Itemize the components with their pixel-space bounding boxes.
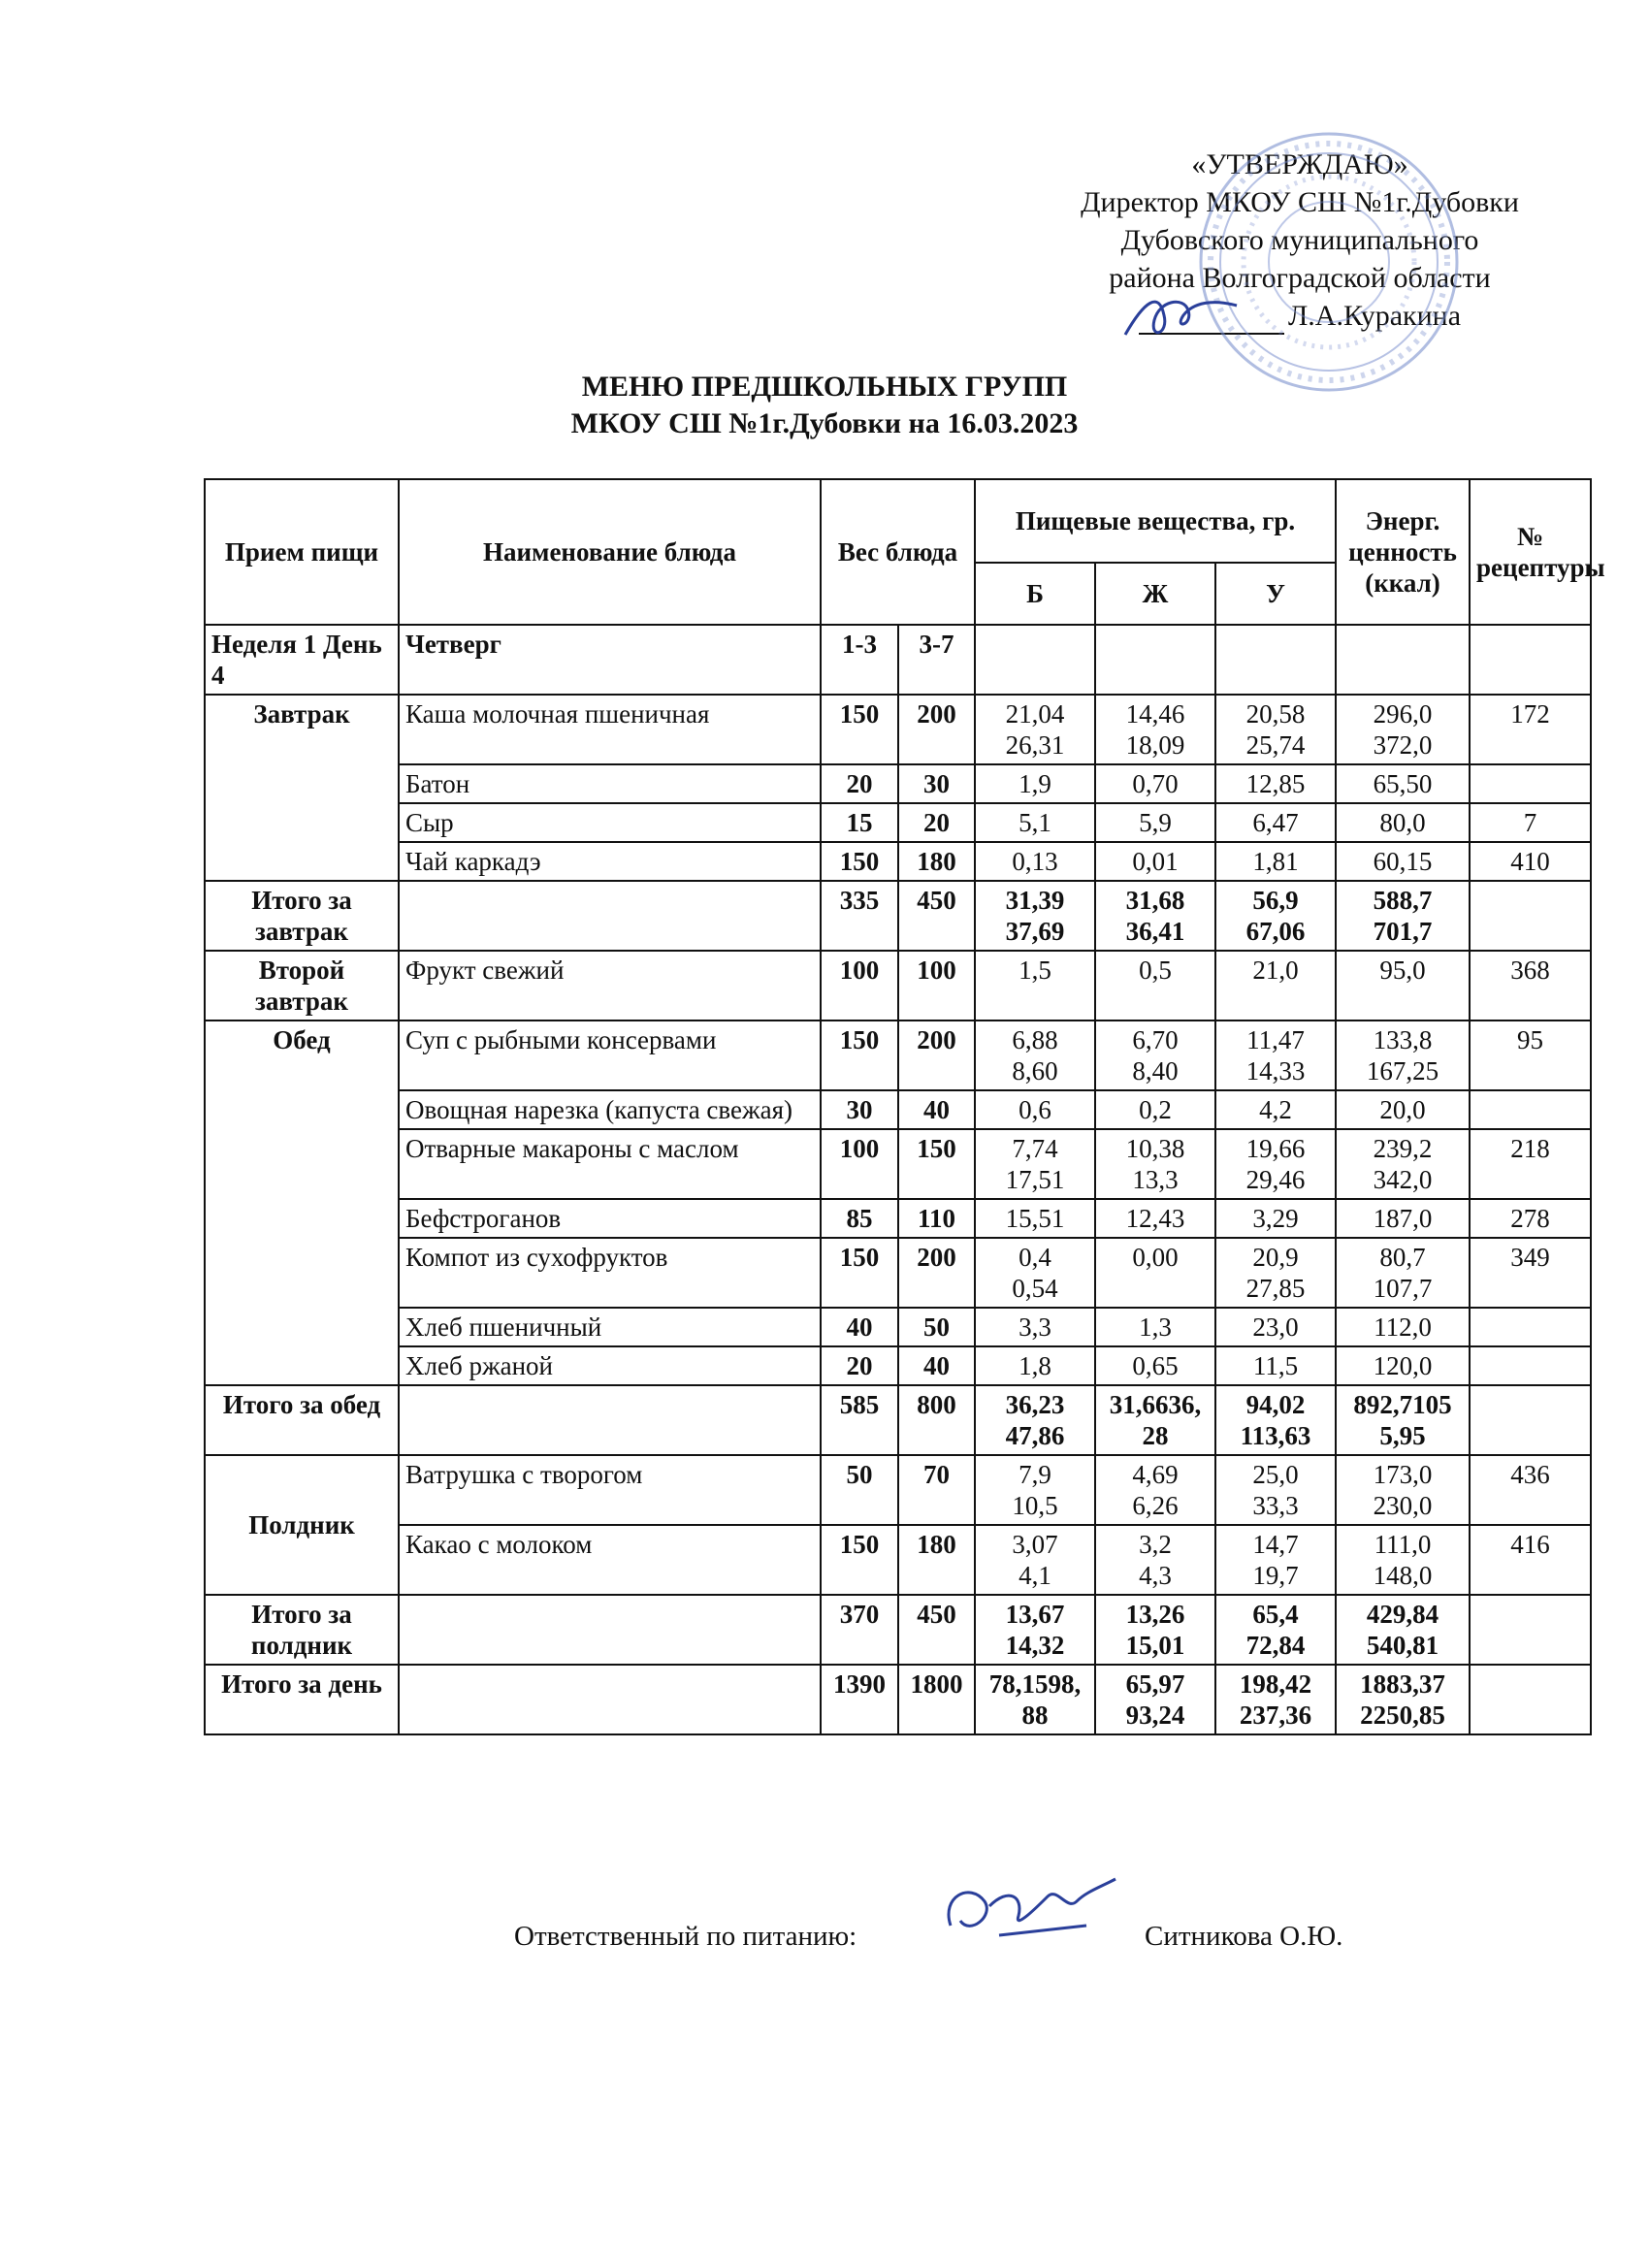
dish-name: Какао с молоком [399,1525,821,1595]
energy: 60,15 [1336,842,1470,881]
energy: 187,0 [1336,1199,1470,1238]
carbs: 11,5 [1215,1346,1336,1385]
recipe: 349 [1470,1238,1591,1308]
dish-name: Батон [399,764,821,803]
protein: 3,07 4,1 [975,1525,1095,1595]
protein: 21,04 26,31 [975,695,1095,764]
protein: 1,9 [975,764,1095,803]
weight-2: 70 [898,1455,975,1525]
recipe: 172 [1470,695,1591,764]
protein: 6,88 8,60 [975,1021,1095,1090]
carbs: 12,85 [1215,764,1336,803]
weight-1: 585 [821,1385,898,1455]
menu-table [204,478,1605,1735]
energy: 65,50 [1336,764,1470,803]
weight-1: 150 [821,842,898,881]
protein: 0,4 0,54 [975,1238,1095,1308]
carbs: 65,4 72,84 [1215,1595,1336,1665]
weight-2: 200 [898,695,975,764]
recipe: 368 [1470,951,1591,1021]
table-row [205,695,1591,764]
energy: 588,7 701,7 [1336,881,1470,951]
energy: 296,0 372,0 [1336,695,1470,764]
title-line-2: МКОУ СШ №1г.Дубовки на 16.03.2023 [570,407,1079,439]
table-row [205,1346,1591,1385]
carbs: 21,0 [1215,951,1336,1021]
energy: 112,0 [1336,1308,1470,1346]
fat: 12,43 [1095,1199,1215,1238]
responsible-signature-icon [931,1867,1125,1955]
energy: 133,8 167,25 [1336,1021,1470,1090]
weight-1: 1390 [821,1665,898,1734]
total-breakfast-label: Итого за завтрак [205,881,399,951]
table-row [205,1021,1591,1090]
energy: 173,0 230,0 [1336,1455,1470,1525]
fat: 0,65 [1095,1346,1215,1385]
weight-1: 50 [821,1455,898,1525]
fat: 0,00 [1095,1238,1215,1308]
weight-1: 15 [821,803,898,842]
total-day-label: Итого за день [205,1665,399,1734]
recipe [1470,764,1591,803]
weight-1: 150 [821,1238,898,1308]
carbs: 19,66 29,46 [1215,1129,1336,1199]
approval-district: Дубовского муниципального [1120,224,1479,256]
header-meal: Прием пищи [205,479,399,625]
weight-2: 20 [898,803,975,842]
carbs: 23,0 [1215,1308,1336,1346]
energy: 1883,37 2250,85 [1336,1665,1470,1734]
dish-name: Ватрушка с творогом [399,1455,821,1525]
weight-1: 100 [821,1129,898,1199]
weight-2: 40 [898,1090,975,1129]
recipe: 7 [1470,803,1591,842]
fat: 5,9 [1095,803,1215,842]
header-weight: Вес блюда [821,479,975,625]
week-row [205,625,1591,695]
approval-position: Директор МКОУ СШ №1г.Дубовки [1081,186,1519,218]
table-row [205,1090,1591,1129]
table-row [205,842,1591,881]
table-row [205,1199,1591,1238]
table-row [205,764,1591,803]
energy: 80,0 [1336,803,1470,842]
dish-name: Хлеб ржаной [399,1346,821,1385]
dish-name: Сыр [399,803,821,842]
weight-2: 1800 [898,1665,975,1734]
dish-name: Каша молочная пшеничная [399,695,821,764]
recipe: 95 [1470,1021,1591,1090]
recipe [1470,1090,1591,1129]
fat: 14,46 18,09 [1095,695,1215,764]
weight-2: 200 [898,1021,975,1090]
fat: 4,69 6,26 [1095,1455,1215,1525]
total-lunch-label: Итого за обед [205,1385,399,1455]
carbs: 20,58 25,74 [1215,695,1336,764]
total-row [205,1665,1591,1734]
approval-title: «УТВЕРЖДАЮ» [1191,148,1408,180]
protein: 7,9 10,5 [975,1455,1095,1525]
carbs: 25,0 33,3 [1215,1455,1336,1525]
energy: 20,0 [1336,1090,1470,1129]
table-row [205,1129,1591,1199]
approval-region: района Волгоградской области [1109,262,1491,294]
carbs: 4,2 [1215,1090,1336,1129]
meal-lunch: Обед [205,1021,399,1385]
fat: 65,97 93,24 [1095,1665,1215,1734]
carbs: 20,9 27,85 [1215,1238,1336,1308]
week-day: Неделя 1 День 4 [205,625,399,695]
protein: 78,1598, 88 [975,1665,1095,1734]
weight-1: 30 [821,1090,898,1129]
weight-1: 150 [821,1021,898,1090]
weight-1: 150 [821,695,898,764]
fat: 0,70 [1095,764,1215,803]
header-row [205,479,1591,563]
fat: 31,68 36,41 [1095,881,1215,951]
total-row [205,1595,1591,1665]
weight-2: 180 [898,842,975,881]
carbs: 1,81 [1215,842,1336,881]
responsible-label: Ответственный по питанию: [514,1921,857,1952]
weight-1: 100 [821,951,898,1021]
meal-second-breakfast: Второй завтрак [205,951,399,1021]
protein: 1,8 [975,1346,1095,1385]
energy: 429,84 540,81 [1336,1595,1470,1665]
age-group-1: 1-3 [821,625,898,695]
fat: 31,6636, 28 [1095,1385,1215,1455]
protein: 3,3 [975,1308,1095,1346]
protein: 0,6 [975,1090,1095,1129]
carbs: 198,42 237,36 [1215,1665,1336,1734]
carbs: 6,47 [1215,803,1336,842]
responsible-name: Ситникова О.Ю. [1145,1921,1343,1952]
protein: 1,5 [975,951,1095,1021]
recipe: 278 [1470,1199,1591,1238]
weight-2: 150 [898,1129,975,1199]
dish-name: Суп с рыбными консервами [399,1021,821,1090]
recipe: 410 [1470,842,1591,881]
protein: 31,39 37,69 [975,881,1095,951]
table-row [205,803,1591,842]
carbs: 14,7 19,7 [1215,1525,1336,1595]
fat: 6,70 8,40 [1095,1021,1215,1090]
recipe: 218 [1470,1129,1591,1199]
dish-name: Бефстроганов [399,1199,821,1238]
weekday-name: Четверг [399,625,821,695]
energy: 239,2 342,0 [1336,1129,1470,1199]
fat: 1,3 [1095,1308,1215,1346]
fat: 10,38 13,3 [1095,1129,1215,1199]
meal-breakfast: Завтрак [205,695,399,881]
protein: 36,23 47,86 [975,1385,1095,1455]
table-row [205,1455,1591,1525]
total-row [205,881,1591,951]
weight-2: 800 [898,1385,975,1455]
approval-block [1009,146,1591,335]
header-b: Б [975,563,1095,625]
header-zh: Ж [1095,563,1215,625]
energy: 80,7 107,7 [1336,1238,1470,1308]
protein: 15,51 [975,1199,1095,1238]
approval-signer: Л.А.Куракина [1287,300,1462,332]
recipe: 436 [1470,1455,1591,1525]
weight-1: 20 [821,764,898,803]
weight-1: 150 [821,1525,898,1595]
table-row [205,1308,1591,1346]
weight-2: 450 [898,881,975,951]
total-row [205,1385,1591,1455]
energy: 892,7105 5,95 [1336,1385,1470,1455]
age-group-2: 3-7 [898,625,975,695]
header-u: У [1215,563,1336,625]
fat: 13,26 15,01 [1095,1595,1215,1665]
dish-name: Чай каркадэ [399,842,821,881]
weight-2: 30 [898,764,975,803]
energy: 120,0 [1336,1346,1470,1385]
carbs: 11,47 14,33 [1215,1021,1336,1090]
weight-2: 450 [898,1595,975,1665]
recipe [1470,1346,1591,1385]
title-line-1: МЕНЮ ПРЕДШКОЛЬНЫХ ГРУПП [581,371,1068,403]
fat: 3,2 4,3 [1095,1525,1215,1595]
dish-name: Хлеб пшеничный [399,1308,821,1346]
dish-name: Отварные макароны с маслом [399,1129,821,1199]
total-snack-label: Итого за полдник [205,1595,399,1665]
weight-2: 180 [898,1525,975,1595]
header-dish: Наименование блюда [399,479,821,625]
dish-name: Фрукт свежий [399,951,821,1021]
weight-1: 40 [821,1308,898,1346]
fat: 0,01 [1095,842,1215,881]
weight-2: 200 [898,1238,975,1308]
weight-1: 20 [821,1346,898,1385]
protein: 0,13 [975,842,1095,881]
approval-signature-line [1009,297,1591,335]
weight-1: 335 [821,881,898,951]
dish-name: Овощная нарезка (капуста свежая) [399,1090,821,1129]
header-energy: Энерг. ценность (ккал) [1336,479,1470,625]
carbs: 56,9 67,06 [1215,881,1336,951]
weight-2: 110 [898,1199,975,1238]
carbs: 3,29 [1215,1199,1336,1238]
header-recipe: № рецептуры [1470,479,1591,625]
weight-2: 50 [898,1308,975,1346]
weight-2: 40 [898,1346,975,1385]
table-row [205,1525,1591,1595]
table-row [205,951,1591,1021]
weight-1: 370 [821,1595,898,1665]
meal-afternoon-snack: Полдник [205,1455,399,1595]
energy: 95,0 [1336,951,1470,1021]
protein: 7,74 17,51 [975,1129,1095,1199]
fat: 0,5 [1095,951,1215,1021]
carbs: 94,02 113,63 [1215,1385,1336,1455]
protein: 13,67 14,32 [975,1595,1095,1665]
document-title [0,369,1649,442]
recipe [1470,1308,1591,1346]
dish-name: Компот из сухофруктов [399,1238,821,1308]
weight-1: 85 [821,1199,898,1238]
fat: 0,2 [1095,1090,1215,1129]
weight-2: 100 [898,951,975,1021]
protein: 5,1 [975,803,1095,842]
recipe: 416 [1470,1525,1591,1595]
energy: 111,0 148,0 [1336,1525,1470,1595]
table-row [205,1238,1591,1308]
header-nutrients: Пищевые вещества, гр. [975,479,1336,563]
